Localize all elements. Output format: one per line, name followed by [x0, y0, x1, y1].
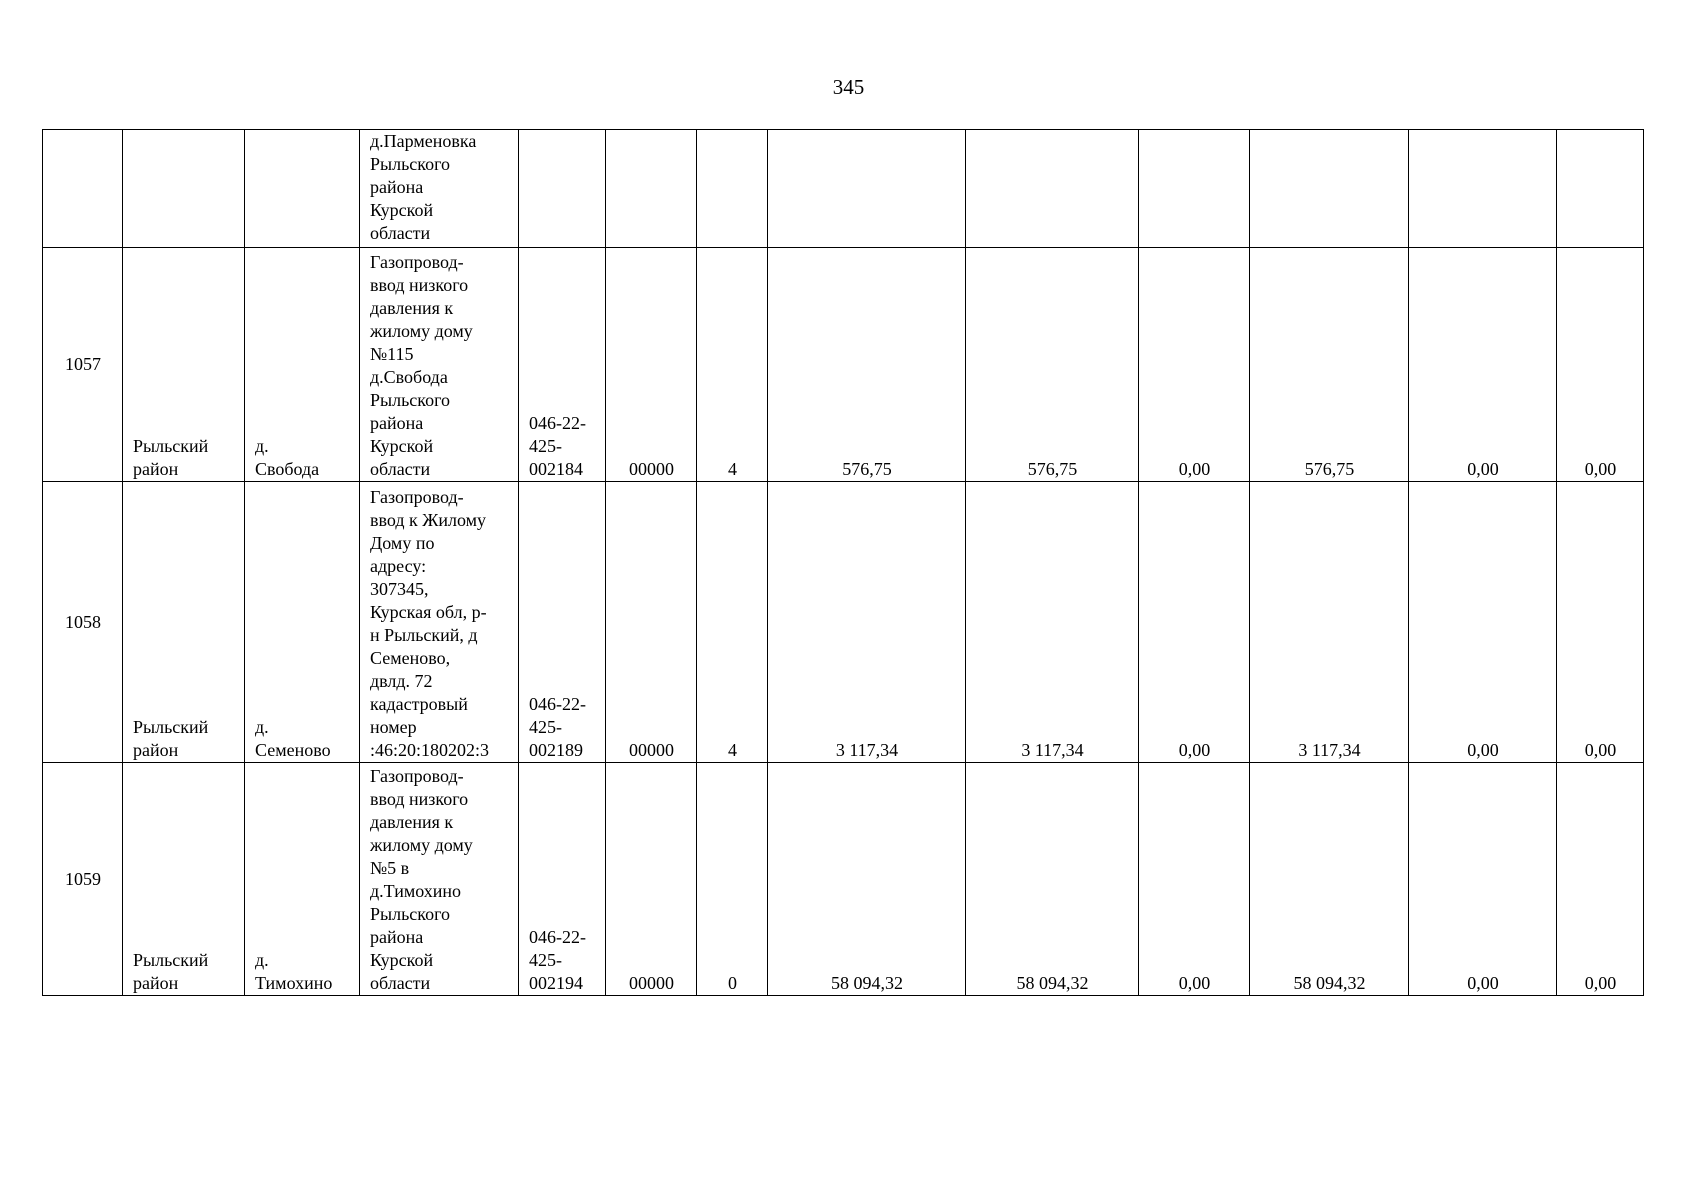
value-cell — [1250, 130, 1409, 248]
group-cell: 0 — [697, 763, 768, 996]
group-cell: 4 — [697, 248, 768, 482]
value-cell — [1557, 130, 1644, 248]
code-cell — [606, 130, 697, 248]
locality-cell — [245, 130, 360, 248]
value-cell: 0,00 — [1409, 763, 1557, 996]
locality-cell: д. Свобода — [245, 248, 360, 482]
group-cell — [697, 130, 768, 248]
inventory-code-cell — [519, 130, 606, 248]
value-cell: 3 117,34 — [1250, 482, 1409, 763]
inventory-code-cell: 046-22- 425- 002189 — [519, 482, 606, 763]
district-cell — [123, 130, 245, 248]
value-cell: 58 094,32 — [1250, 763, 1409, 996]
value-cell: 0,00 — [1557, 248, 1644, 482]
page-number: 345 — [832, 75, 865, 99]
row-number-cell: 1059 — [43, 763, 123, 996]
table-row — [43, 130, 1644, 248]
description-cell: Газопровод- ввод к Жилому Дому по адресу: 307345, Курская обл, р- н Рыльский, д Семеново, двлд. 72 кадастровый номер :46:20:180202:3 — [360, 482, 519, 763]
locality-cell: д. Семеново — [245, 482, 360, 763]
value-cell: 576,75 — [768, 248, 966, 482]
value-cell — [1139, 130, 1250, 248]
value-cell: 0,00 — [1139, 482, 1250, 763]
district-cell: Рыльский район — [123, 248, 245, 482]
registry-table — [42, 129, 1644, 996]
value-cell: 58 094,32 — [966, 763, 1139, 996]
value-cell: 3 117,34 — [966, 482, 1139, 763]
value-cell: 0,00 — [1139, 763, 1250, 996]
value-cell — [966, 130, 1139, 248]
description-cell: Газопровод- ввод низкого давления к жилому дому №5 в д.Тимохино Рыльского района Курской области — [360, 763, 519, 996]
value-cell — [768, 130, 966, 248]
code-cell: 00000 — [606, 482, 697, 763]
value-cell: 576,75 — [1250, 248, 1409, 482]
code-cell: 00000 — [606, 763, 697, 996]
district-cell: Рыльский район — [123, 763, 245, 996]
value-cell: 0,00 — [1139, 248, 1250, 482]
value-cell: 0,00 — [1557, 763, 1644, 996]
value-cell: 0,00 — [1409, 482, 1557, 763]
value-cell — [1409, 130, 1557, 248]
inventory-code-cell: 046-22- 425- 002194 — [519, 763, 606, 996]
group-cell: 4 — [697, 482, 768, 763]
row-number-cell — [43, 130, 123, 248]
value-cell: 3 117,34 — [768, 482, 966, 763]
value-cell: 0,00 — [1557, 482, 1644, 763]
table-row — [43, 482, 1644, 763]
table-row — [43, 763, 1644, 996]
locality-cell: д. Тимохино — [245, 763, 360, 996]
value-cell: 58 094,32 — [768, 763, 966, 996]
row-number-cell: 1058 — [43, 482, 123, 763]
district-cell: Рыльский район — [123, 482, 245, 763]
value-cell: 0,00 — [1409, 248, 1557, 482]
code-cell: 00000 — [606, 248, 697, 482]
value-cell: 576,75 — [966, 248, 1139, 482]
inventory-code-cell: 046-22- 425- 002184 — [519, 248, 606, 482]
row-number-cell: 1057 — [43, 248, 123, 482]
description-cell: Газопровод- ввод низкого давления к жилому дому №115 д.Свобода Рыльского района Курской области — [360, 248, 519, 482]
table-row — [43, 248, 1644, 482]
description-cell: д.Парменовка Рыльского района Курской области — [360, 130, 519, 248]
